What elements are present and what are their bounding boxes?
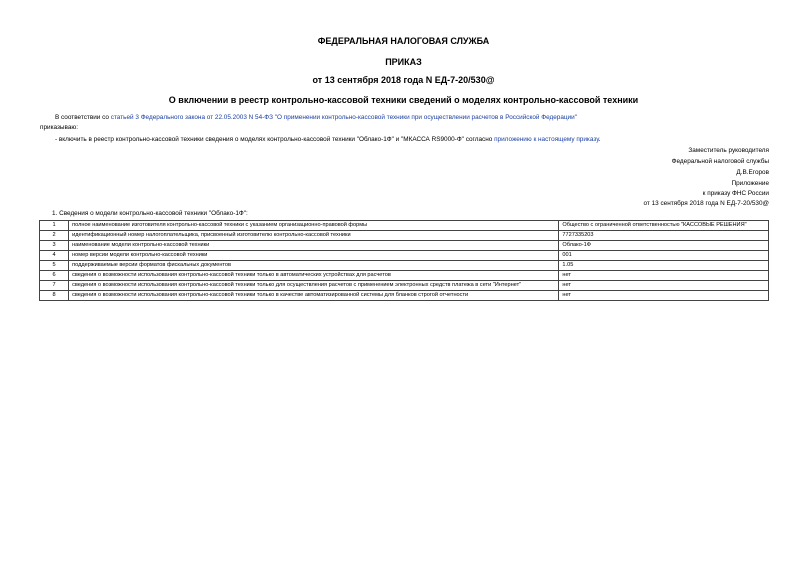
row-description: номер версии модели контрольно-кассовой техники [69, 251, 559, 261]
appendix-ref-1: к приказу ФНС России [702, 190, 769, 197]
row-description: сведения о возможности использования контрольно-кассовой техники только в качестве автоматизированной системы для бланков строгой отчетности [69, 291, 559, 301]
table-row [40, 241, 769, 251]
row-value: 1.05 [559, 261, 769, 271]
signature-position-2: Федеральной налоговой службы [671, 158, 769, 165]
organization-name: ФЕДЕРАЛЬНАЯ НАЛОГОВАЯ СЛУЖБА [317, 36, 490, 46]
row-description: поддерживаемые версии форматов фискальных документов [69, 261, 559, 271]
document-type: ПРИКАЗ [385, 57, 422, 67]
table-row [40, 221, 769, 231]
signature-position-1: Заместитель руководителя [688, 147, 769, 154]
intro-prefix: В соответствии со [55, 114, 111, 121]
intro-paragraph [55, 114, 577, 122]
row-value: нет [559, 291, 769, 301]
row-value: 7727335203 [559, 231, 769, 241]
row-description: наименование модели контрольно-кассовой техники [69, 241, 559, 251]
document-title: О включении в реестр контрольно-кассовой техники сведений о моделях контрольно-кассовой техники [168, 95, 639, 105]
row-number: 7 [40, 281, 69, 291]
signature-name: Д.В.Егоров [736, 169, 769, 176]
row-description: сведения о возможности использования контрольно-кассовой техники только в автоматических устройствах для расчетов [69, 271, 559, 281]
row-value: Облако-1Ф [559, 241, 769, 251]
row-number: 5 [40, 261, 69, 271]
row-number: 8 [40, 291, 69, 301]
table-row [40, 281, 769, 291]
row-number: 6 [40, 271, 69, 281]
table-row [40, 251, 769, 261]
row-value: 001 [559, 251, 769, 261]
table-row [40, 291, 769, 301]
row-value: Общество с ограниченной ответственностью "КАССОВЫЕ РЕШЕНИЯ" [559, 221, 769, 231]
row-description: идентификационный номер налогоплательщика, присвоенный изготовителю контрольно-кассовой техники [69, 231, 559, 241]
law-article-link[interactable]: статьей 3 Федерального закона от 22.05.2003 N 54-ФЗ "О применении контрольно-кассовой техники при осуществлении расчетов в Российской Федерации" [110, 114, 577, 121]
row-number: 2 [40, 231, 69, 241]
table-row [40, 261, 769, 271]
document-date-number: от 13 сентября 2018 года N ЕД-7-20/530@ [312, 75, 495, 85]
row-number: 1 [40, 221, 69, 231]
row-value: нет [559, 271, 769, 281]
table-row [40, 271, 769, 281]
section-title: 1. Сведения о модели контрольно-кассовой техники "Облако-1Ф": [52, 210, 248, 217]
row-number: 3 [40, 241, 69, 251]
order-item-prefix: - включить в реестр контрольно-кассовой техники сведения о моделях контрольно-кассовой техники "Облако-1Ф" и "МКАССА RS9000-Ф" согласно [55, 136, 495, 143]
row-description: сведения о возможности использования контрольно-кассовой техники только для осуществления расчетов с применением электронных средств платежа в сети "Интернет" [69, 281, 559, 291]
row-description: полное наименование изготовителя контрольно-кассовой техники с указанием организационно-правовой формы [69, 221, 559, 231]
appendix-label: Приложение [731, 180, 769, 187]
appendix-ref-2: от 13 сентября 2018 года N ЕД-7-20/530@ [643, 200, 769, 207]
order-item-suffix: . [598, 136, 601, 143]
table-row [40, 231, 769, 241]
model-info-table [39, 220, 769, 301]
order-item [55, 136, 601, 144]
row-value: нет [559, 281, 769, 291]
order-word: приказываю: [40, 124, 78, 131]
appendix-link[interactable]: приложению к настоящему приказу [494, 136, 599, 143]
row-number: 4 [40, 251, 69, 261]
